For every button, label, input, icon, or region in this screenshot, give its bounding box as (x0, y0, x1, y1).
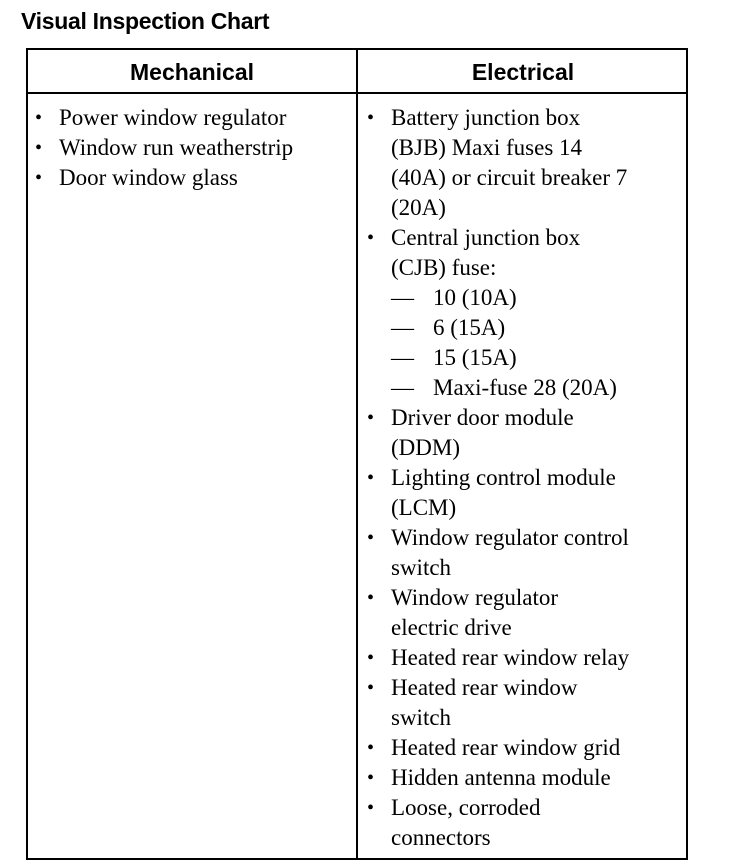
item-line: (CJB) fuse: (391, 255, 497, 280)
item-line: (BJB) Maxi fuses 14 (391, 135, 583, 160)
bullet-icon: • (367, 737, 375, 759)
inspection-table (26, 48, 688, 860)
item-line: Hidden antenna module (391, 765, 611, 790)
list-item (32, 103, 350, 133)
bullet-icon: • (367, 107, 375, 129)
list-item (364, 463, 682, 523)
list-item (364, 763, 682, 793)
item-line: (40A) or circuit breaker 7 (391, 165, 628, 190)
item-line: (DDM) (391, 435, 460, 460)
list-item (364, 733, 682, 763)
list-item (364, 523, 682, 583)
bullet-icon: • (35, 137, 43, 159)
dash-icon: — (391, 285, 414, 310)
list-item (32, 163, 350, 193)
bullet-icon: • (35, 107, 43, 129)
list-item (364, 223, 682, 403)
bullet-icon: • (367, 767, 375, 789)
bullet-icon: • (367, 407, 375, 429)
bullet-icon: • (367, 227, 375, 249)
item-line: switch (391, 555, 452, 580)
item-line: Central junction box (391, 225, 581, 250)
bullet-icon: • (367, 647, 375, 669)
electrical-column-header: Electrical (471, 59, 575, 85)
sub-item-text: 10 (10A) (433, 285, 517, 310)
header-divider (28, 92, 686, 94)
bullet-icon: • (367, 587, 375, 609)
sub-item-text: 15 (15A) (433, 345, 517, 370)
item-line: switch (391, 705, 452, 730)
item-line: connectors (391, 825, 491, 850)
electrical-list (364, 103, 682, 853)
chart-title: Visual Inspection Chart (21, 8, 270, 34)
item-line: Heated rear window relay (391, 645, 630, 670)
item-line: Driver door module (391, 405, 574, 430)
item-line: electric drive (391, 615, 512, 640)
sub-list-item (391, 373, 682, 403)
item-line: Battery junction box (391, 105, 581, 130)
fuse-sub-list (391, 283, 682, 403)
bullet-icon: • (367, 797, 375, 819)
item-text: Window run weatherstrip (59, 135, 294, 160)
bullet-icon: • (35, 167, 43, 189)
dash-icon: — (391, 315, 414, 340)
list-item (32, 133, 350, 163)
item-line: Loose, corroded (391, 795, 541, 820)
dash-icon: — (391, 345, 414, 370)
item-line: (LCM) (391, 495, 457, 520)
sub-list-item (391, 343, 682, 373)
mechanical-list (32, 103, 350, 193)
sub-item-text: 6 (15A) (433, 315, 506, 340)
dash-icon: — (391, 375, 414, 400)
list-item (364, 643, 682, 673)
item-line: Heated rear window grid (391, 735, 621, 760)
column-divider (356, 50, 358, 858)
list-item (364, 583, 682, 643)
item-text: Power window regulator (59, 105, 287, 130)
sub-list-item (391, 283, 682, 313)
sub-list-item (391, 313, 682, 343)
bullet-icon: • (367, 527, 375, 549)
list-item (364, 403, 682, 463)
list-item (364, 103, 682, 223)
bullet-icon: • (367, 677, 375, 699)
item-line: Lighting control module (391, 465, 616, 490)
item-line: Window regulator (391, 585, 559, 610)
list-item (364, 673, 682, 733)
bullet-icon: • (367, 467, 375, 489)
item-text: Door window glass (59, 165, 238, 190)
item-line: (20A) (391, 195, 446, 220)
item-line: Window regulator control (391, 525, 629, 550)
mechanical-column-header: Mechanical (130, 59, 254, 85)
item-line: Heated rear window (391, 675, 578, 700)
list-item (364, 793, 682, 853)
sub-item-text: Maxi-fuse 28 (20A) (433, 375, 617, 400)
